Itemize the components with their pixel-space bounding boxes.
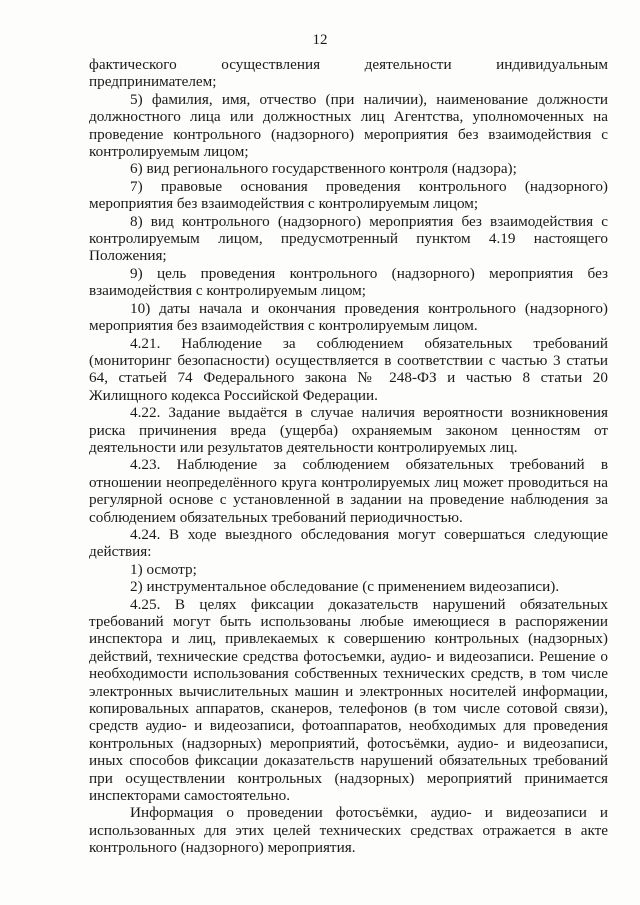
paragraph-continuation: фактического осуществления деятельности индивидуальным предпринимателем; [89, 56, 608, 91]
document-body [89, 56, 608, 857]
action-item-2: 2) инструментальное обследование (с применением видеозаписи). [130, 578, 560, 596]
clause-4-24: 4.24. В ходе выездного обследования могут совершаться следующие действия: [89, 525, 608, 561]
clause-4-25: 4.25. В целях фиксации доказательств нарушений обязательных требований могут быть использованы любые имеющиеся в распоряжении инспектора и лиц, привлекаемых к совершению контрольных (надзорных) действий, технические средства фотосъемки, аудио- и видеозаписи. Решение о необходимости использования собственных технических средств, в том числе электронных вычислительных машин и электронных носителей информации, копировальных аппаратов, сканеров, телефонов (в том числе сотовой связи), средств аудио- и видеозаписи, фотоаппаратов, необходимых для проведения контрольных (надзорных) мероприятий, фотосъёмки, аудио- и видеозаписи, иных способов фиксации доказательств нарушений обязательных требований при осуществлении контрольных (надзорных) мероприятий принимается инспекторами самостоятельно. [89, 595, 608, 805]
list-item-8: 8) вид контрольного (надзорного) мероприятия без взаимодействия с контролируемым лицом, предусмотренный пунктом 4.19 настоящего Положения; [89, 212, 608, 265]
list-item-5: 5) фамилия, имя, отчество (при наличии), наименование должности должностного лица или должностных лиц Агентства, уполномоченных на проведение контрольного (надзорного) мероприятия без взаимодействия с контролируемым лицом; [89, 90, 608, 161]
list-item-7: 7) правовые основания проведения контрольного (надзорного) мероприятия без взаимодействия с контролируемым лицом; [89, 177, 608, 213]
clause-4-22: 4.22. Задание выдаётся в случае наличия вероятности возникновения риска причинения вреда (ущерба) охраняемым законом ценностям от деятельности или результатов деятельности контролируемых лиц. [89, 404, 608, 456]
clause-4-23: 4.23. Наблюдение за соблюдением обязательных требований в отношении неопределённого круга контролируемых лиц может проводиться на регулярной основе с установленной в задании на проведение наблюдения за соблюдением обязательных требований периодичностью. [89, 456, 608, 526]
action-item-1: 1) осмотр; [130, 560, 197, 578]
page-number: 12 [312, 32, 328, 48]
information-paragraph: Информация о проведении фотосъёмки, аудио- и видеозаписи и использованных для этих целей технических средствах отражается в акте контрольного (надзорного) мероприятия. [89, 804, 608, 857]
list-item-9: 9) цель проведения контрольного (надзорного) мероприятия без взаимодействия с контролируемым лицом; [89, 264, 608, 300]
clause-4-21: 4.21. Наблюдение за соблюдением обязательных требований (мониторинг безопасности) осуществляется в соответствии с частью 3 статьи 64, статьей 74 Федерального закона № 248-ФЗ и частью 8 статьи 20 Жилищного кодекса Российской Федерации. [89, 334, 608, 404]
list-item-6: 6) вид регионального государственного контроля (надзора); [130, 160, 517, 178]
list-item-10: 10) даты начала и окончания проведения контрольного (надзорного) мероприятия без взаимодействия с контролируемым лицом. [89, 299, 608, 335]
